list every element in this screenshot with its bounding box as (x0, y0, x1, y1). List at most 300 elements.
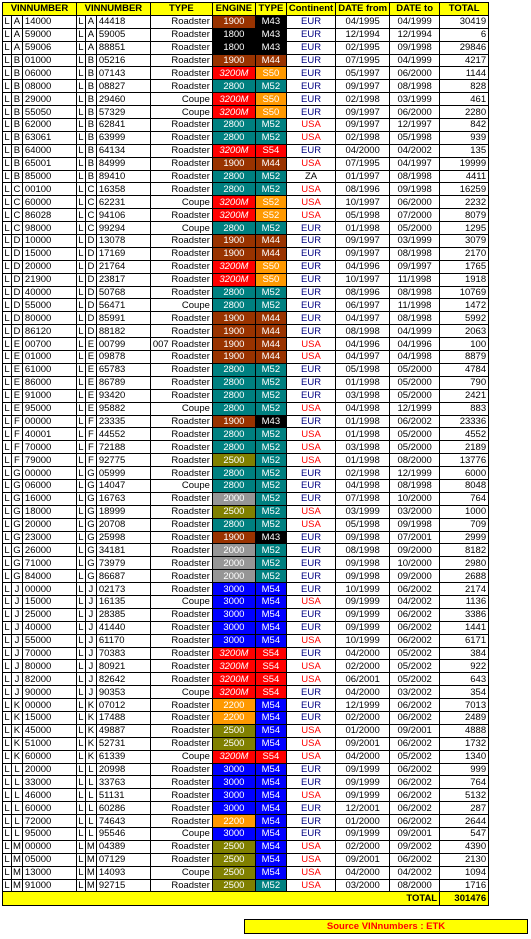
vin-to-series: D (85, 247, 96, 260)
vin-to-series: J (85, 660, 96, 673)
continent: USA (286, 338, 335, 351)
vin-from-number: 84000 (22, 570, 76, 583)
continent: USA (286, 840, 335, 853)
total-count: 1472 (440, 299, 489, 312)
total-count: 3386 (440, 608, 489, 621)
total-count: 4217 (440, 54, 489, 67)
engine-code: M52 (255, 286, 286, 299)
continent: EUR (286, 389, 335, 402)
vin-to-prefix: L (78, 364, 84, 376)
continent: EUR (286, 544, 335, 557)
vin-to-series: M (86, 841, 95, 853)
vin-to-series: M (86, 854, 95, 866)
table-row (3, 621, 489, 634)
vin-from-number: 46000 (22, 789, 76, 802)
vin-from-series: B (12, 67, 23, 80)
engine-size: 2800 (212, 467, 255, 480)
table-row (3, 106, 489, 119)
date-to: 08/1998 (390, 479, 440, 492)
date-to: 09/1998 (390, 183, 440, 196)
table-row (3, 247, 489, 260)
vin-from-series: L (12, 763, 23, 776)
date-to: 09/2001 (390, 828, 440, 841)
total-count: 883 (440, 402, 489, 415)
date-from: 03/1999 (336, 505, 390, 518)
vin-from-number: 55000 (22, 634, 76, 647)
date-from: 04/1997 (336, 351, 390, 364)
engine-size: 3000 (212, 789, 255, 802)
vin-to-prefix: L (78, 609, 84, 621)
body-type: Roadster (150, 621, 212, 634)
engine-size: 1900 (212, 235, 255, 248)
date-from: 05/1998 (336, 363, 390, 376)
vin-to-series: E (85, 338, 96, 351)
date-from: 04/1997 (336, 312, 390, 325)
header-date-from: DATE from (336, 3, 390, 16)
continent: USA (286, 853, 335, 866)
body-type: Roadster (150, 647, 212, 660)
vin-from-series: D (12, 299, 23, 312)
table-row (3, 583, 489, 596)
continent: EUR (286, 325, 335, 338)
engine-code: M43 (255, 531, 286, 544)
vin-from-number: 82000 (22, 673, 76, 686)
body-type: Roadster (150, 235, 212, 248)
continent: EUR (286, 608, 335, 621)
date-from: 08/1996 (336, 286, 390, 299)
vin-to-prefix: L (78, 428, 84, 440)
table-row (3, 157, 489, 170)
date-from: 09/1999 (336, 763, 390, 776)
continent: EUR (286, 235, 335, 248)
date-from: 02/2000 (336, 840, 390, 853)
body-type: Roadster (150, 15, 212, 28)
total-count: 13776 (440, 454, 489, 467)
vin-to-prefix: L (78, 854, 84, 866)
vin-from-number: 23000 (22, 531, 76, 544)
vin-to-number: 56471 (96, 299, 150, 312)
vin-from-prefix: L (4, 635, 10, 647)
vin-from-prefix: L (4, 673, 10, 685)
vin-from-prefix: L (4, 67, 10, 79)
continent: EUR (286, 621, 335, 634)
body-type: Coupe (150, 106, 212, 119)
table-row (3, 389, 489, 402)
vin-to-series: K (85, 750, 96, 763)
engine-size: 2800 (212, 441, 255, 454)
engine-size: 3200M (212, 673, 255, 686)
date-to: 05/2000 (390, 441, 440, 454)
date-to: 03/2000 (390, 505, 440, 518)
vin-to-number: 51131 (96, 789, 150, 802)
vin-to-number: 16763 (96, 492, 150, 505)
date-to: 11/1998 (390, 273, 440, 286)
engine-code: M43 (255, 15, 286, 28)
engine-size: 3000 (212, 828, 255, 841)
vin-to-series: B (85, 93, 96, 106)
date-from: 06/1997 (336, 299, 390, 312)
table-row (3, 789, 489, 802)
body-type: Roadster (150, 815, 212, 828)
vin-to-number: 08827 (96, 80, 150, 93)
vin-from-series: M (13, 841, 21, 853)
table-row (3, 557, 489, 570)
date-to: 06/2000 (390, 106, 440, 119)
body-type: Roadster (150, 492, 212, 505)
vin-to-prefix: L (78, 531, 84, 543)
vin-from-number: 86120 (22, 325, 76, 338)
engine-code: S54 (255, 686, 286, 699)
engine-code: M52 (255, 492, 286, 505)
date-from: 01/1997 (336, 170, 390, 183)
date-from: 06/2001 (336, 673, 390, 686)
engine-code: M52 (255, 131, 286, 144)
engine-size: 3200M (212, 106, 255, 119)
engine-code: M54 (255, 583, 286, 596)
vin-to-number: 88182 (96, 325, 150, 338)
vin-to-prefix: L (78, 80, 84, 92)
total-count: 2232 (440, 196, 489, 209)
engine-code: M52 (255, 402, 286, 415)
vin-from-number: 01000 (22, 54, 76, 67)
engine-size: 3000 (212, 621, 255, 634)
vin-from-series: K (12, 737, 23, 750)
vin-to-series: C (85, 196, 96, 209)
engine-size: 3200M (212, 67, 255, 80)
vin-from-number: 18000 (22, 505, 76, 518)
body-type: Roadster (150, 209, 212, 222)
date-from: 02/1998 (336, 93, 390, 106)
date-to: 09/2001 (390, 724, 440, 737)
vin-from-series: E (12, 402, 23, 415)
continent: EUR (286, 828, 335, 841)
vin-to-prefix: L (78, 776, 84, 788)
header-total: TOTAL (440, 3, 489, 16)
date-from: 10/1997 (336, 273, 390, 286)
vin-from-number: 00100 (22, 183, 76, 196)
engine-size: 2200 (212, 815, 255, 828)
vin-from-number: 14000 (22, 15, 76, 28)
vin-to-series: F (85, 454, 96, 467)
continent: USA (286, 660, 335, 673)
continent: EUR (286, 776, 335, 789)
date-to: 08/1998 (390, 80, 440, 93)
body-type: Roadster (150, 41, 212, 54)
vin-to-prefix: L (78, 880, 84, 891)
total-count: 29846 (440, 41, 489, 54)
vin-to-series: J (85, 647, 96, 660)
total-count: 1000 (440, 505, 489, 518)
vin-from-number: 20000 (22, 763, 76, 776)
vin-to-prefix: L (78, 544, 84, 556)
vin-to-prefix: L (78, 171, 84, 183)
vin-from-prefix: L (4, 183, 10, 195)
date-to: 04/2002 (390, 144, 440, 157)
total-count: 2489 (440, 711, 489, 724)
vin-to-number: 13078 (96, 235, 150, 248)
date-from: 10/1997 (336, 196, 390, 209)
vin-to-series: L (85, 789, 96, 802)
continent: USA (286, 866, 335, 879)
vin-from-number: 86000 (22, 376, 76, 389)
vin-from-number: 85000 (22, 170, 76, 183)
vin-from-number: 25000 (22, 608, 76, 621)
continent: EUR (286, 222, 335, 235)
total-count: 4552 (440, 428, 489, 441)
engine-size: 3000 (212, 776, 255, 789)
vin-from-prefix: L (4, 596, 10, 608)
vin-from-prefix: L (4, 274, 10, 286)
engine-code: S50 (255, 67, 286, 80)
date-to: 05/2000 (390, 389, 440, 402)
continent: EUR (286, 711, 335, 724)
total-count: 1340 (440, 750, 489, 763)
table-row (3, 28, 489, 41)
total-count: 1716 (440, 879, 489, 892)
date-to: 09/1998 (390, 41, 440, 54)
vin-from-series: J (12, 608, 23, 621)
engine-size: 1900 (212, 54, 255, 67)
continent: EUR (286, 531, 335, 544)
date-from: 05/1997 (336, 67, 390, 80)
date-to: 08/2000 (390, 879, 440, 892)
date-from: 08/1998 (336, 325, 390, 338)
vin-from-number: 20000 (22, 260, 76, 273)
continent: USA (286, 196, 335, 209)
vin-from-number: 20000 (22, 518, 76, 531)
vin-to-series: L (85, 763, 96, 776)
body-type: Roadster (150, 286, 212, 299)
engine-code: M52 (255, 376, 286, 389)
vin-from-series: G (13, 544, 21, 556)
total-count: 2280 (440, 106, 489, 119)
vin-from-prefix: L (4, 196, 10, 208)
engine-code: M54 (255, 634, 286, 647)
vin-from-prefix: L (4, 287, 10, 299)
date-from: 01/1998 (336, 222, 390, 235)
table-row (3, 479, 489, 492)
engine-code: M54 (255, 711, 286, 724)
vin-from-series: G (13, 493, 21, 505)
date-to: 12/1999 (390, 402, 440, 415)
vin-from-series: F (12, 441, 23, 454)
continent: EUR (286, 273, 335, 286)
vin-from-series: G (13, 467, 21, 479)
vin-to-number: 60286 (96, 802, 150, 815)
engine-size: 1900 (212, 312, 255, 325)
vin-to-number: 93420 (96, 389, 150, 402)
vin-to-series: E (85, 376, 96, 389)
date-to: 05/2002 (390, 750, 440, 763)
continent: EUR (286, 247, 335, 260)
vin-to-series: G (87, 544, 95, 556)
vin-from-series: D (12, 325, 23, 338)
vin-from-prefix: L (4, 609, 10, 621)
total-count: 10769 (440, 286, 489, 299)
vin-to-series: M (86, 880, 95, 891)
engine-code: S54 (255, 144, 286, 157)
vin-to-prefix: L (78, 789, 84, 801)
vin-to-prefix: L (78, 815, 84, 827)
body-type: Roadster (150, 260, 212, 273)
table-row (3, 54, 489, 67)
body-type: Roadster (150, 518, 212, 531)
continent: USA (286, 428, 335, 441)
vin-from-prefix: L (4, 493, 10, 505)
total-count: 384 (440, 647, 489, 660)
continent: EUR (286, 106, 335, 119)
engine-size: 2200 (212, 711, 255, 724)
continent: EUR (286, 260, 335, 273)
vin-to-series: E (85, 363, 96, 376)
vin-from-prefix: L (4, 415, 10, 427)
date-to: 08/1998 (390, 170, 440, 183)
vin-from-number: 90000 (22, 686, 76, 699)
engine-size: 3200M (212, 273, 255, 286)
engine-size: 3000 (212, 763, 255, 776)
table-row (3, 183, 489, 196)
total-count: 4411 (440, 170, 489, 183)
vin-to-number: 16135 (96, 595, 150, 608)
date-from: 09/1999 (336, 776, 390, 789)
vin-from-number: 00000 (22, 583, 76, 596)
vin-from-number: 98000 (22, 222, 76, 235)
body-type: Coupe (150, 93, 212, 106)
engine-code: M44 (255, 351, 286, 364)
vin-from-series: M (13, 867, 21, 879)
vin-from-prefix: L (4, 763, 10, 775)
vin-from-prefix: L (4, 854, 10, 866)
continent: EUR (286, 80, 335, 93)
engine-code: M54 (255, 621, 286, 634)
continent: EUR (286, 15, 335, 28)
vin-to-prefix: L (78, 274, 84, 286)
vin-from-series: J (12, 647, 23, 660)
vin-to-series: B (85, 106, 96, 119)
total-count: 1295 (440, 222, 489, 235)
table-row (3, 776, 489, 789)
total-count: 1765 (440, 260, 489, 273)
engine-size: 1800 (212, 28, 255, 41)
vin-from-prefix: L (4, 325, 10, 337)
total-count: 5992 (440, 312, 489, 325)
vin-to-series: G (87, 480, 95, 492)
total-count: 19999 (440, 157, 489, 170)
table-row (3, 209, 489, 222)
vin-from-prefix: L (4, 222, 10, 234)
engine-code: S50 (255, 273, 286, 286)
engine-code: M52 (255, 170, 286, 183)
vin-to-prefix: L (78, 673, 84, 685)
continent: USA (286, 402, 335, 415)
vin-to-series: E (85, 389, 96, 402)
vin-from-number: 16000 (22, 492, 76, 505)
vin-from-number: 95000 (22, 828, 76, 841)
date-to: 06/2002 (390, 415, 440, 428)
body-type: Roadster (150, 183, 212, 196)
body-type: Coupe (150, 479, 212, 492)
vin-to-series: D (85, 235, 96, 248)
vin-from-series: D (12, 286, 23, 299)
vin-to-series: J (85, 634, 96, 647)
vin-to-series: A (85, 41, 96, 54)
date-from: 09/1997 (336, 80, 390, 93)
vin-to-number: 23335 (96, 415, 150, 428)
vin-from-prefix: L (4, 712, 10, 724)
continent: USA (286, 441, 335, 454)
vin-from-series: D (12, 260, 23, 273)
body-type: Roadster (150, 802, 212, 815)
body-type: Roadster (150, 467, 212, 480)
engine-size: 3000 (212, 608, 255, 621)
header-row (3, 3, 489, 16)
continent: EUR (286, 479, 335, 492)
total-count: 135 (440, 144, 489, 157)
date-to: 09/2000 (390, 544, 440, 557)
vin-to-prefix: L (78, 93, 84, 105)
vin-from-series: L (12, 789, 23, 802)
vin-to-series: K (85, 711, 96, 724)
vin-to-number: 17488 (96, 711, 150, 724)
date-to: 12/1994 (390, 28, 440, 41)
engine-size: 2800 (212, 479, 255, 492)
body-type: Roadster (150, 325, 212, 338)
vin-to-series: D (85, 299, 96, 312)
total-count: 1441 (440, 621, 489, 634)
vin-to-number: 20998 (96, 763, 150, 776)
vin-to-prefix: L (78, 196, 84, 208)
vin-to-number: 44552 (96, 428, 150, 441)
vin-to-number: 61339 (96, 750, 150, 763)
engine-size: 2000 (212, 570, 255, 583)
engine-code: M52 (255, 119, 286, 132)
vin-from-prefix: L (4, 16, 10, 28)
body-type: Coupe (150, 686, 212, 699)
vin-to-number: 62231 (96, 196, 150, 209)
vin-from-series: K (12, 724, 23, 737)
total-count: 30419 (440, 15, 489, 28)
engine-size: 3200M (212, 196, 255, 209)
vin-to-series: C (85, 209, 96, 222)
engine-code: M54 (255, 724, 286, 737)
engine-code: M54 (255, 866, 286, 879)
vin-to-number: 99294 (96, 222, 150, 235)
vin-from-series: G (13, 480, 21, 492)
date-to: 09/2000 (390, 570, 440, 583)
continent: EUR (286, 41, 335, 54)
vin-to-prefix: L (78, 338, 84, 350)
continent: USA (286, 131, 335, 144)
vin-to-number: 04389 (96, 840, 150, 853)
vin-to-number: 90353 (96, 686, 150, 699)
date-from: 08/1998 (336, 544, 390, 557)
engine-size: 2800 (212, 131, 255, 144)
vin-from-prefix: L (4, 106, 10, 118)
engine-code: S54 (255, 673, 286, 686)
body-type: Roadster (150, 28, 212, 41)
vin-from-prefix: L (4, 776, 10, 788)
vin-from-prefix: L (4, 519, 10, 531)
continent: EUR (286, 299, 335, 312)
vin-from-number: 29000 (22, 93, 76, 106)
body-type: Roadster (150, 170, 212, 183)
vin-to-prefix: L (78, 132, 84, 144)
vin-to-prefix: L (78, 828, 84, 840)
vin-from-series: E (12, 363, 23, 376)
engine-size: 2800 (212, 518, 255, 531)
vin-to-number: 49887 (96, 724, 150, 737)
vin-to-series: J (85, 673, 96, 686)
